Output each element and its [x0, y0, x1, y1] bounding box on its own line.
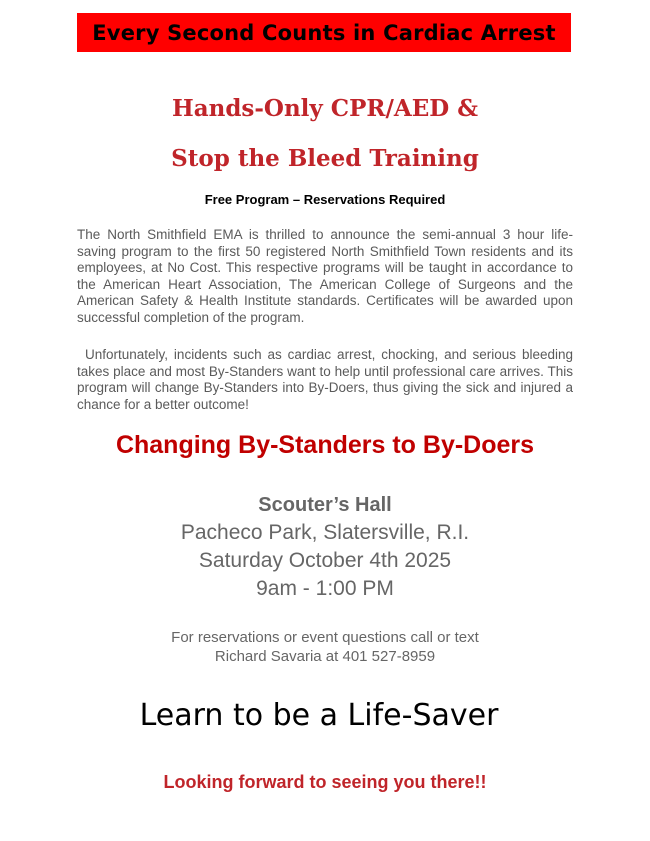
page-title-line-1: Hands-Only CPR/AED &: [171, 95, 478, 122]
description-paragraph: Unfortunately, incidents such as cardiac arrest, chocking, and serious bleeding takes place and most By-Standers want to help until professional care arrives. This program will change By-Standers into By-Doers, thus giving the sick and injured a chance for a better outcome!: [77, 347, 573, 412]
slogan-heading: Changing By-Standers to By-Doers: [115, 431, 535, 459]
header-banner: [77, 13, 571, 52]
page-title-line-2: Stop the Bleed Training: [171, 145, 479, 172]
event-time: 9am - 1:00 PM: [256, 577, 394, 600]
intro-paragraph: The North Smithfield EMA is thrilled to announce the semi-annual 3 hour life-saving program to the first 50 registered North Smithfield Town residents and its employees, at No Cost. This respective programs will be taught in accordance to the American Heart Association, The American College of Surgeons and the American Safety & Health Institute standards. Certificates will be awarded upon successful completion of the program.: [77, 227, 573, 325]
event-date: Saturday October 4th 2025: [198, 549, 452, 572]
banner-text: Every Second Counts in Cardiac Arrest: [92, 20, 556, 45]
contact-person-phone: Richard Savaria at 401 527-8959: [214, 648, 436, 665]
venue-location: Pacheco Park, Slatersville, R.I.: [180, 521, 470, 544]
program-subtitle: Free Program – Reservations Required: [204, 192, 446, 207]
contact-instructions: For reservations or event questions call or text: [171, 629, 479, 646]
venue-name: Scouter’s Hall: [258, 494, 392, 516]
tagline: Learn to be a Life-Saver: [139, 698, 499, 733]
closing-message: Looking forward to seeing you there!!: [163, 772, 487, 792]
